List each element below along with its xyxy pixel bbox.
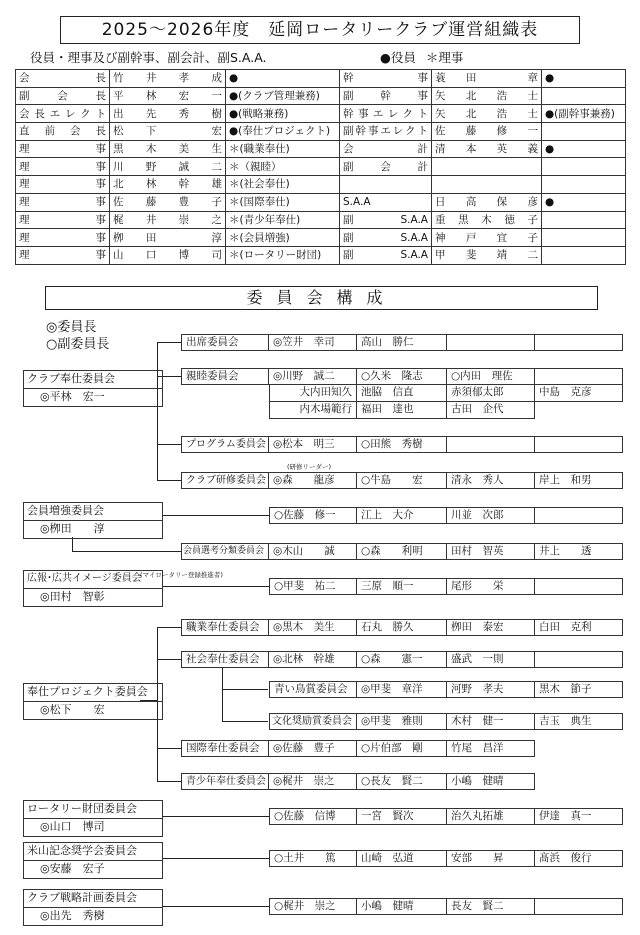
committee-name: 青い鳥賞委員会: [269, 681, 357, 698]
staff-name: 甲斐靖二: [432, 246, 542, 264]
committee-chair: ◎出先 秀樹: [40, 909, 105, 922]
member: ○長友 賢二: [357, 773, 447, 790]
member: ○久米 隆志: [357, 368, 447, 385]
parent-strategy: [23, 889, 163, 926]
key-chair: ◎委員長: [46, 320, 97, 335]
member: 一宮 賢次: [357, 808, 447, 825]
member: 治久丸拓雄: [447, 808, 535, 825]
officer-row: [16, 70, 626, 88]
committee-chair: ◎山口 博司: [40, 820, 105, 833]
officer-row: [16, 246, 626, 264]
staff-mark: [542, 87, 626, 105]
officer-role: 副会長: [16, 87, 110, 105]
officer-name: 出先秀樹: [110, 105, 226, 123]
committee-name: 出席委員会: [181, 334, 269, 351]
member: [447, 436, 535, 453]
member: ◎木山 誠: [269, 543, 357, 560]
member: ◎甲斐 雅則: [357, 713, 447, 730]
officer-name: 梶井崇之: [110, 211, 226, 229]
staff-mark: ●(副幹事兼務): [542, 105, 626, 123]
officer-row: [16, 176, 626, 194]
member: 清永 秀人: [447, 472, 535, 489]
officer-role: 会長: [16, 70, 110, 88]
member: 古田 企代: [447, 402, 535, 419]
staff-mark: [542, 123, 626, 141]
staff-mark: [542, 158, 626, 176]
officer-row: [16, 193, 626, 211]
member: ◎笠井 幸司: [269, 334, 357, 351]
member: 福田 達也: [357, 402, 447, 419]
officer-row: [16, 211, 626, 229]
committee-chair: ◎安藤 宏子: [40, 862, 105, 875]
staff-role: 幹事: [340, 70, 432, 88]
staff-role: 副会計: [340, 158, 432, 176]
officer-row: [16, 158, 626, 176]
row-aoi: [269, 681, 623, 698]
member: 小嶋 健晴: [357, 898, 447, 915]
staff-name: 矢北浩士: [432, 87, 542, 105]
member: 内木場範行: [269, 402, 357, 419]
member: [535, 898, 623, 915]
row-international: [181, 740, 623, 757]
key-vice: ○副委員長: [46, 337, 110, 352]
officer-duty: ＊(職業奉仕): [226, 140, 340, 158]
row-fellowship-2: [181, 385, 623, 402]
staff-name: [432, 158, 542, 176]
staff-name: 矢北浩士: [432, 105, 542, 123]
row-fellowship: [181, 368, 623, 385]
officer-row: [16, 87, 626, 105]
row-fellowship-3: [181, 402, 623, 419]
committee-name: 青少年奉仕委員会: [181, 773, 269, 790]
officer-role: 理事: [16, 193, 110, 211]
officer-name: 松下 宏: [110, 123, 226, 141]
member: 赤須郁太郎: [447, 385, 535, 402]
staff-mark: ●: [542, 70, 626, 88]
member: 大内田知久: [269, 385, 357, 402]
member: 井上 透: [535, 543, 623, 560]
officer-role: 理事: [16, 176, 110, 194]
legend-director: ＊理事: [425, 50, 464, 65]
member: [535, 368, 623, 385]
committee-name: 国際奉仕委員会: [181, 740, 269, 757]
member: 河野 孝夫: [447, 681, 535, 698]
staff-role: [340, 176, 432, 194]
row-club-training: [181, 472, 623, 489]
member: ○森 憲一: [357, 651, 447, 668]
member: ○土井 篤: [269, 850, 357, 867]
member: 白田 克利: [535, 619, 623, 636]
staff-role: 副幹事エレクト: [340, 123, 432, 141]
member: 吉玉 典生: [535, 713, 623, 730]
staff-name: 重黒木徳子: [432, 211, 542, 229]
member: ○内田 理佐: [447, 368, 535, 385]
committee-name: 文化奨励賞委員会: [269, 713, 357, 730]
row-yoneyama-members: [269, 850, 623, 867]
committee-name: クラブ戦略計画委員会: [24, 890, 162, 908]
member: [535, 334, 623, 351]
member: ◎森 龍彦: [269, 472, 357, 489]
committee-name: 職業奉仕委員会: [181, 619, 269, 636]
officers-table: [15, 69, 626, 265]
member: ◎佐藤 豊子: [269, 740, 357, 757]
staff-mark: ●: [542, 193, 626, 211]
training-leader-note: (研修リーダー): [287, 463, 332, 471]
officer-name: 竹井孝成: [110, 70, 226, 88]
committee-name: 会員増強委員会: [24, 503, 162, 521]
member: ◎川野 誠二: [269, 368, 357, 385]
committee-name: 親睦委員会: [181, 368, 269, 385]
row-foundation-members: [269, 808, 623, 825]
officer-role: 会長エレクト: [16, 105, 110, 123]
member: [535, 578, 623, 595]
officer-duty: ＊(社会奉仕): [226, 176, 340, 194]
member: 伊達 真一: [535, 808, 623, 825]
row-program: [181, 436, 623, 453]
member: ◎梶井 崇之: [269, 773, 357, 790]
member: ◎北林 幹雄: [269, 651, 357, 668]
officer-name: 北林幹雄: [110, 176, 226, 194]
staff-name: 神戸宜子: [432, 229, 542, 247]
officer-duty: ●(戦略兼務): [226, 105, 340, 123]
row-attendance: [181, 334, 623, 351]
member: ◎松本 明三: [269, 436, 357, 453]
member: 石丸 勝久: [357, 619, 447, 636]
member: 尾形 栄: [447, 578, 535, 595]
officer-duty: ●: [226, 70, 340, 88]
committee-name: クラブ研修委員会: [181, 472, 269, 489]
parent-service-projects: [23, 683, 163, 720]
committee-chair: ◎松下 宏: [40, 703, 105, 716]
staff-mark: [542, 229, 626, 247]
committee-chair: ◎栁田 淳: [40, 522, 105, 535]
officer-duty: ＊(国際奉仕): [226, 193, 340, 211]
staff-mark: [542, 211, 626, 229]
officer-role: 直前会長: [16, 123, 110, 141]
staff-mark: [542, 246, 626, 264]
officer-duty: ＊(青少年奉仕): [226, 211, 340, 229]
member: ○森 利明: [357, 543, 447, 560]
staff-name: 佐藤修一: [432, 123, 542, 141]
member: 盛武 一則: [447, 651, 535, 668]
member: ◎甲斐 章洋: [357, 681, 447, 698]
officer-duty: ＊(会員増強): [226, 229, 340, 247]
committee-name: 広報･広共イメージ委員会: [24, 571, 162, 589]
member: 長友 賢二: [447, 898, 535, 915]
row-culture: [269, 713, 623, 730]
officer-role: 理事: [16, 158, 110, 176]
member: 高山 勝仁: [357, 334, 447, 351]
committee-name: クラブ奉仕委員会: [24, 371, 162, 389]
officer-name: 栁田 淳: [110, 229, 226, 247]
row-membership-members: [269, 507, 623, 524]
member: 栁田 泰宏: [447, 619, 535, 636]
member: 岸上 和男: [535, 472, 623, 489]
parent-foundation: [23, 800, 163, 837]
row-youth: [181, 773, 623, 790]
member: ○牛島 宏: [357, 472, 447, 489]
row-strategy-members: [269, 898, 623, 915]
officer-row: [16, 140, 626, 158]
officer-role: 理事: [16, 211, 110, 229]
member: 木村 健一: [447, 713, 535, 730]
parent-club-service: [23, 370, 163, 407]
staff-mark: ●: [542, 140, 626, 158]
member: 中島 克彦: [535, 385, 623, 402]
member: 竹尾 昌洋: [447, 740, 535, 757]
member: ○甲斐 祐二: [269, 578, 357, 595]
member: ○田熊 秀樹: [357, 436, 447, 453]
officer-role: 理事: [16, 229, 110, 247]
officer-role: 理事: [16, 140, 110, 158]
pr-note: (マイロータリー登録推進者): [140, 571, 223, 579]
legend-officer: ●役員: [380, 50, 416, 65]
staff-role: 会計: [340, 140, 432, 158]
staff-role: S.A.A: [340, 193, 432, 211]
committee-name: 米山記念奨学会委員会: [24, 843, 162, 861]
officer-role: 理事: [16, 246, 110, 264]
officer-duty: ＊(ロータリー財団): [226, 246, 340, 264]
committee-chair: ◎田村 智彰: [40, 590, 105, 603]
staff-role: 副S.A.A: [340, 246, 432, 264]
officer-name: 山口博司: [110, 246, 226, 264]
officer-name: 平林宏一: [110, 87, 226, 105]
member: 黒木 節子: [535, 681, 623, 698]
committee-name: プログラム委員会: [181, 436, 269, 453]
member: 山崎 弘道: [357, 850, 447, 867]
staff-role: 副S.A.A: [340, 229, 432, 247]
committee-name: ロータリー財団委員会: [24, 801, 162, 819]
officer-row: [16, 123, 626, 141]
officer-name: 佐藤豊子: [110, 193, 226, 211]
officer-duty: ●(クラブ管理兼務): [226, 87, 340, 105]
member: 髙浜 俊行: [535, 850, 623, 867]
member: 小嶋 健晴: [447, 773, 535, 790]
member: ○片伯部 剛: [357, 740, 447, 757]
member: [447, 334, 535, 351]
staff-name: [432, 176, 542, 194]
officer-row: [16, 229, 626, 247]
member: [535, 436, 623, 453]
page-title: 2025〜2026年度 延岡ロータリークラブ運営組織表: [60, 16, 580, 44]
officer-duty: ＊（親睦）: [226, 158, 340, 176]
row-vocational: [181, 619, 623, 636]
member: 川並 次郎: [447, 507, 535, 524]
parent-yoneyama: [23, 842, 163, 879]
staff-mark: [542, 176, 626, 194]
member: ○佐藤 修一: [269, 507, 357, 524]
member: ◎黒木 美生: [269, 619, 357, 636]
member: ○梶井 崇之: [269, 898, 357, 915]
officer-name: 川野誠二: [110, 158, 226, 176]
staff-name: 清本英義: [432, 140, 542, 158]
officer-row: [16, 105, 626, 123]
staff-role: 副S.A.A: [340, 211, 432, 229]
member: ○佐藤 信博: [269, 808, 357, 825]
row-screening: [181, 543, 623, 560]
member: 三原 順一: [357, 578, 447, 595]
staff-name: 日高保彦: [432, 193, 542, 211]
officer-name: 黒木美生: [110, 140, 226, 158]
member: 池脇 信直: [357, 385, 447, 402]
member: 江上 大介: [357, 507, 447, 524]
staff-role: 幹事エレクト: [340, 105, 432, 123]
legend: [30, 48, 464, 66]
committee-chair: ◎平林 宏一: [40, 390, 105, 403]
member: 田村 智英: [447, 543, 535, 560]
officer-duty: ●(奉仕プロジェクト): [226, 123, 340, 141]
row-community: [181, 651, 623, 668]
parent-membership: [23, 502, 163, 539]
member: 安部 昇: [447, 850, 535, 867]
staff-role: 副幹事: [340, 87, 432, 105]
committee-name: 会員選考分類委員会: [181, 543, 269, 560]
staff-name: 蓑田 章: [432, 70, 542, 88]
committee-name: 奉仕プロジェクト委員会: [24, 684, 162, 702]
committee-title: 委員会構成: [45, 286, 598, 310]
committee-name: 社会奉仕委員会: [181, 651, 269, 668]
row-pr-members: [269, 578, 623, 595]
member: [535, 507, 623, 524]
legend-description: 役員・理事及び副幹事、副会計、副S.A.A.: [30, 50, 267, 65]
member: [535, 651, 623, 668]
